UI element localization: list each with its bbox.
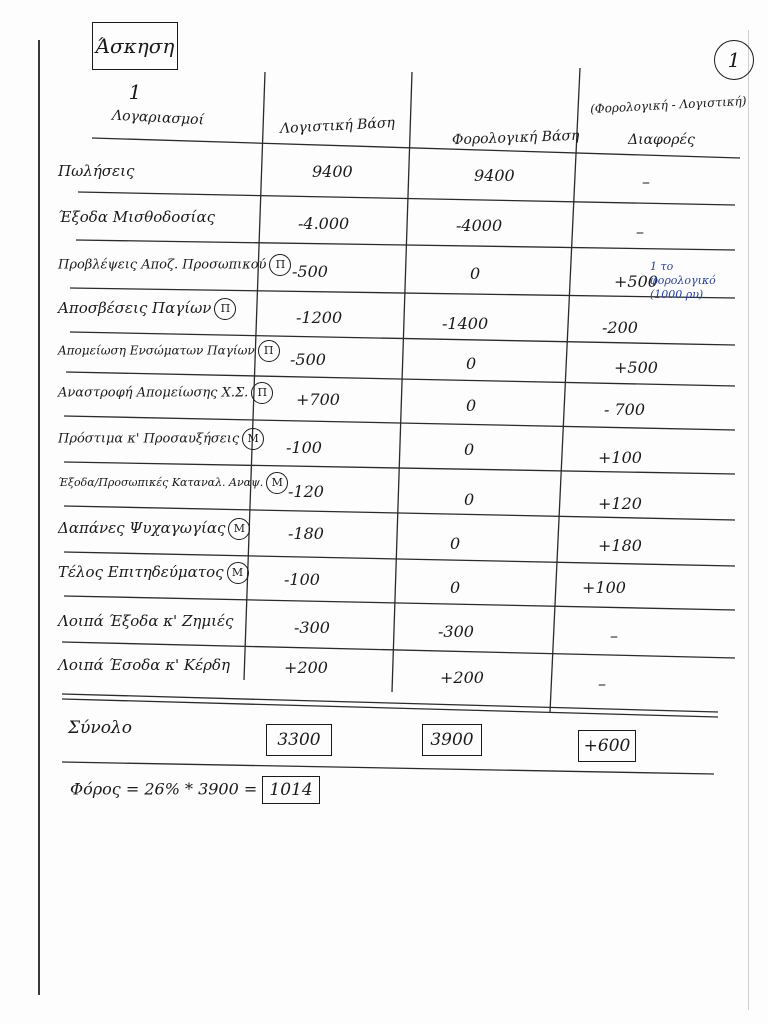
account-label: Λοιπά Έσοδα κ' Κέρδη [58,656,231,674]
row-divider [76,240,735,250]
account-label: Αποσβέσεις Παγίων [58,299,212,317]
table-row-account [58,518,258,540]
difference-value: +120 [598,494,642,513]
side-note: 1 το φορολογικό (1000 ρυ) [650,260,716,301]
tax-value: -300 [438,622,474,641]
difference-value: – [610,626,618,645]
table-row-account [58,162,258,180]
accounting-value: +200 [284,658,328,677]
account-label: Δαπάνες Ψυχαγωγίας [58,519,226,537]
difference-value: – [642,172,650,191]
tax-value: -1400 [442,314,489,333]
accounting-value: +700 [296,390,340,409]
category-mark: Π [251,382,273,404]
table-row-account [58,656,258,674]
totals-underline [62,762,714,774]
account-label: Αναστροφή Απομείωσης Χ.Σ. [58,385,249,401]
exercise-title: Άσκηση 1 [92,22,178,70]
table-row-account [58,562,258,584]
page-number: 1 [714,40,754,80]
double-rule [62,694,718,712]
accounting-value: -500 [290,350,326,369]
total-difference-box: +600 [578,730,636,762]
tax-formula: Φόρος = 26% * 3900 = [70,779,258,799]
table-row-account [58,472,283,494]
tax-value: -4000 [456,216,503,235]
accounting-value: -1200 [296,308,343,327]
column-divider [550,68,580,712]
account-label: Πρόστιμα κ' Προσαυξήσεις [58,431,240,447]
account-label: Απομείωση Ενσώματων Παγίων [58,343,255,358]
table-row-account [58,612,258,630]
tax-result-box: 1014 [262,776,319,804]
category-mark: Π [258,340,280,362]
category-mark: Μ [266,472,288,494]
accounting-value: -500 [292,262,328,281]
category-mark: Μ [228,518,250,540]
accounting-value: -4.000 [298,214,350,233]
accounting-value: -300 [294,618,330,637]
accounting-value: 9400 [312,162,353,181]
table-row-account [58,298,258,320]
tax-value: +200 [440,668,484,687]
difference-value: -200 [602,318,638,337]
accounting-value: -100 [284,570,320,589]
tax-value: 0 [450,578,461,597]
header-difference: Διαφορές [628,132,695,148]
row-divider [78,192,735,205]
tax-value: 0 [470,264,481,283]
category-mark: Μ [242,428,264,450]
accounting-value: -100 [286,438,322,457]
tax-value: 9400 [474,166,515,185]
header-accounts: Λογαριασμοί [111,107,205,129]
total-accounting-box: 3300 [266,724,332,756]
difference-value: – [598,674,606,693]
column-divider [392,72,412,692]
table-row-account [58,254,286,276]
account-label: Έξοδα Μισθοδοσίας [58,208,215,226]
accounting-value: -120 [288,482,324,501]
header-accounting-base: Λογιστική Βάση [279,115,396,137]
account-label: Λοιπά Έξοδα κ' Ζημιές [58,612,234,630]
total-tax-box: 3900 [422,724,482,756]
category-mark: Μ [227,562,249,584]
row-divider [64,596,735,610]
account-label: Έξοδα/Προσωπικές Καταναλ. Αναψ. [58,476,264,489]
tax-value: 0 [464,490,475,509]
difference-value: +500 [614,272,658,291]
table-row-account [58,428,258,450]
account-label: Τέλος Επιτηδεύματος [58,563,224,581]
account-label: Πωλήσεις [58,162,135,180]
tax-value: 0 [466,354,477,373]
category-mark: Π [214,298,236,320]
table-row-account [58,208,258,226]
tax-value: 0 [466,396,477,415]
difference-value: – [636,222,644,241]
header-difference-note: (Φορολογική - Λογιστική) [589,93,747,117]
difference-value: +100 [582,578,626,597]
account-label: Προβλέψεις Αποζ. Προσωπικού [58,257,267,273]
tax-value: 0 [450,534,461,553]
category-mark: Π [269,254,291,276]
difference-value: +100 [598,448,642,467]
accounting-value: -180 [288,524,324,543]
table-row-account [58,382,268,404]
double-rule [62,699,718,717]
difference-value: +500 [614,358,658,377]
table-row-account [58,340,274,362]
difference-value: - 700 [604,400,646,419]
tax-calculation [70,776,320,804]
tax-value: 0 [464,440,475,459]
difference-value: +180 [598,536,642,555]
totals-label: Σύνολο [68,718,132,738]
header-tax-base: Φορολογική Βάση [451,127,580,149]
